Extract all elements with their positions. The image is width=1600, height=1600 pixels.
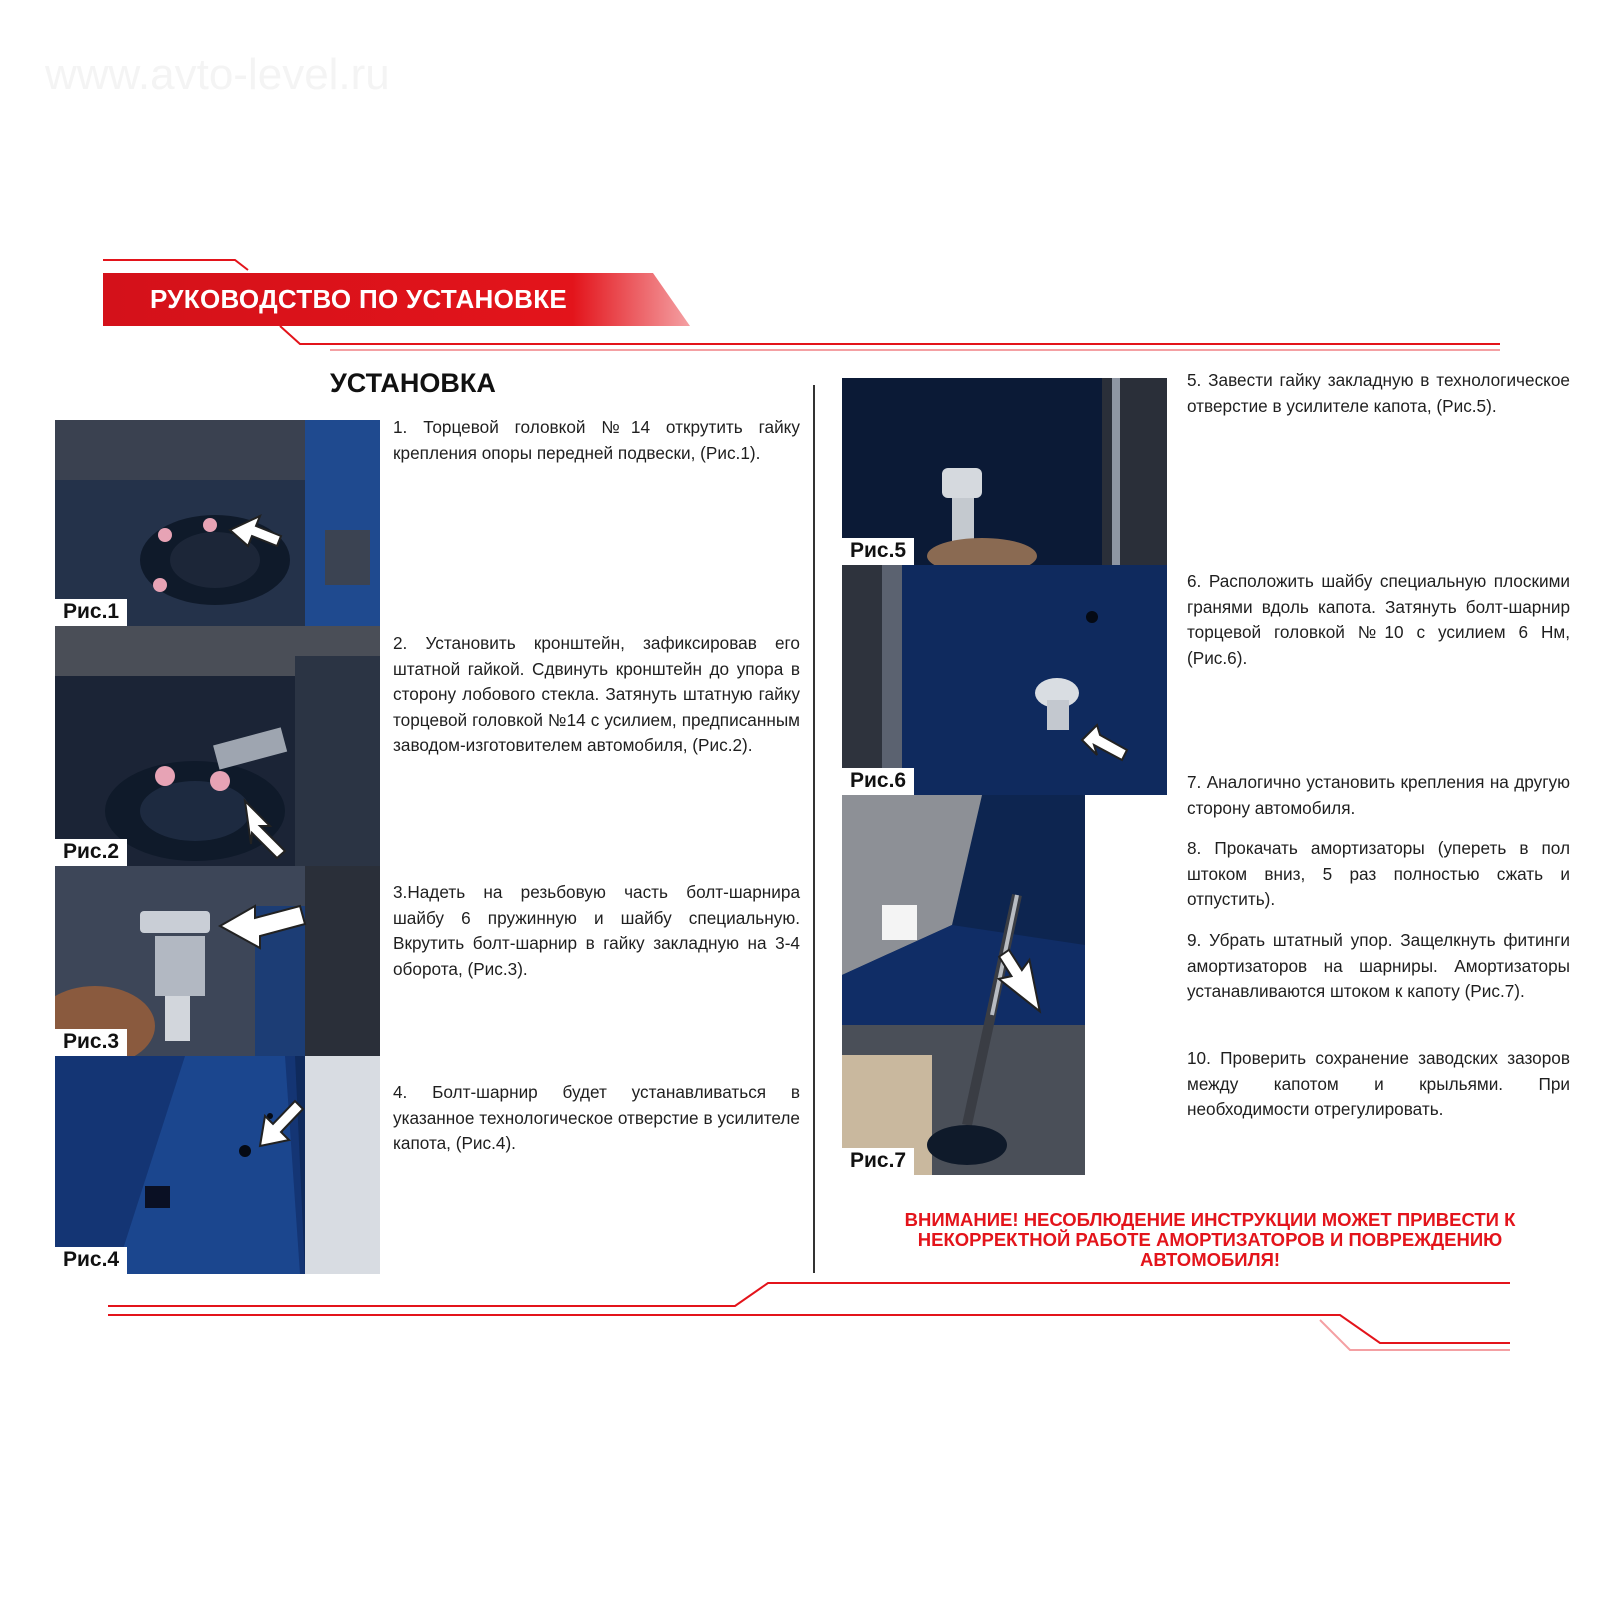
step-5-text: 5. Завести гайку закладную в технологическое отверстие в усилителе капота, (Рис.5). [1187, 370, 1570, 416]
step-8-text: 8. Прокачать амортизаторы (упереть в пол штоком вниз, 5 раз полностью сжать и отпустить). [1187, 838, 1570, 910]
column-divider [813, 385, 815, 1273]
figure-4-label: Рис.4 [55, 1247, 127, 1274]
warning-line-2: НЕКОРРЕКТНОЙ РАБОТЕ АМОРТИЗАТОРОВ И ПОВРЕЖДЕНИЮ [917, 1229, 1503, 1250]
figure-4-photo [55, 1056, 380, 1274]
step-4-text: 4. Болт-шарнир будет устанавливаться в указанное технологическое отверстие в усилителе капота, (Рис.4). [393, 1082, 800, 1154]
step-9-text: 9. Убрать штатный упор. Защелкнуть фитинги амортизаторов на шарниры. Амортизаторы устанавливаются штоком к капоту (Рис.7). [1187, 930, 1570, 1002]
step-7-text: 7. Аналогично установить крепления на другую сторону автомобиля. [1187, 772, 1570, 818]
warning-line-1: ВНИМАНИЕ! НЕСОБЛЮДЕНИЕ ИНСТРУКЦИИ МОЖЕТ ПРИВЕСТИ К [904, 1209, 1516, 1230]
figure-7-label: Рис.7 [842, 1148, 914, 1175]
hinge-bolt-with-washers-photo [55, 866, 380, 1056]
front-suspension-strut-mount-photo [55, 420, 380, 626]
figure-6-label: Рис.6 [842, 768, 914, 795]
figure-3-label: Рис.3 [55, 1029, 127, 1056]
figure-6-photo [842, 565, 1167, 795]
insert-nut-in-hood-photo [842, 378, 1167, 565]
section-title: УСТАНОВКА [330, 368, 496, 398]
warning-line-3: АВТОМОБИЛЯ! [1139, 1249, 1281, 1270]
figure-5-label: Рис.5 [842, 538, 914, 565]
figure-1-label: Рис.1 [55, 599, 127, 626]
figure-2-photo [55, 626, 380, 866]
step-6-text: 6. Расположить шайбу специальную плоскими гранями вдоль капота. Затянуть болт-шарнир торцевой головкой №10 с усилием 6 Нм, (Рис.6). [1187, 571, 1570, 668]
watermark-text: www.avto-level.ru [45, 50, 390, 99]
step-10-text: 10. Проверить сохранение заводских зазоров между капотом и крыльями. При необходимости отрегулировать. [1187, 1048, 1570, 1120]
banner-title: РУКОВОДСТВО ПО УСТАНОВКЕ [150, 284, 568, 314]
warning-message [860, 1210, 1560, 1270]
figure-5-photo [842, 378, 1167, 565]
figure-3-photo [55, 866, 380, 1056]
hood-reinforcement-hole-photo [55, 1056, 380, 1274]
bracket-on-strut-mount-photo [55, 626, 380, 866]
step-3-text: 3.Надеть на резьбовую часть болт-шарнира шайбу 6 пружинную и шайбу специальную. Вкрутить болт-шарнир в гайку закладную на 3-4 оборота, (Рис.3). [393, 882, 800, 979]
figure-2-label: Рис.2 [55, 839, 127, 866]
figure-1-photo [55, 420, 380, 626]
figure-7-photo [842, 795, 1085, 1175]
gas-strut-installed-photo [842, 795, 1085, 1175]
hinge-bolt-installed-photo [842, 565, 1167, 795]
step-2-text: 2. Установить кронштейн, зафиксировав его штатной гайкой. Сдвинуть кронштейн до упора в сторону лобового стекла. Затянуть штатную гайку торцевой головкой №14 с усилием, предписанным заводом-изготовителем автомобиля, (Рис.2). [393, 633, 800, 756]
step-1-text: 1. Торцевой головкой №14 открутить гайку крепления опоры передней подвески, (Рис.1). [393, 417, 800, 463]
